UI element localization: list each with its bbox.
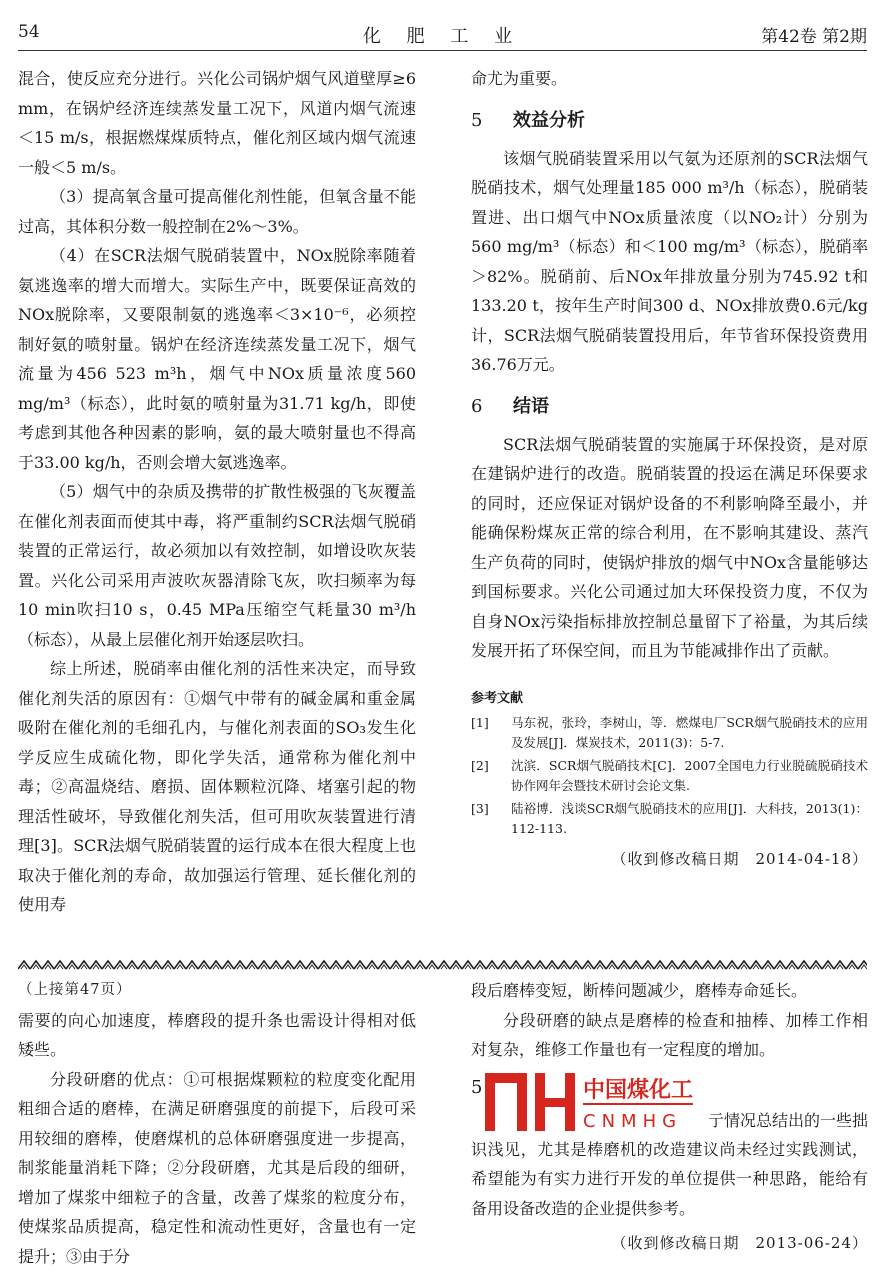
paragraph: 命尤为重要。 [471, 69, 568, 88]
paragraph: SCR法烟气脱硝装置的实施属于环保投资，是对原在建锅炉进行的改造。脱硝装置的投运在满足环保要求的同时，还应保证对锅炉设备的不利影响降至最小，并能确保粉煤灰正常的综合利用，在不影响其建设、蒸汽生产负荷的同时，使锅炉排放的烟气中NOx含量能够达到国标要求。兴化公司通过加大环保投资力度，不仅为自身NOx污染指标排放控制总量留下了裕量，为其后续发展开拓了环保空间，而且为节能减排作出了贡献。 [471, 434, 868, 660]
paragraph: （5）烟气中的杂质及携带的扩散性极强的飞灰覆盖在催化剂表面而使其中毒，将严重制约SCR法烟气脱硝装置的正常运行，故必须加以有效控制，如增设吹灰装置。兴化公司采用声波吹灰器清除飞灰，吹扫频率为每10 min吹扫10 s，0.45 MPa压缩空气耗量30 m³/h（标态），从最上层催化剂开始逐层吹扫。 [18, 482, 416, 649]
paragraph: 分段研磨的缺点是磨棒的检查和抽棒、加棒工作相对复杂，维修工作量也有一定程度的增加。 [471, 1010, 868, 1059]
divider-pattern [18, 959, 867, 971]
cnmhg-watermark-logo [485, 1065, 725, 1135]
paragraph: 分段研磨的优点：①可根据煤颗粒的粒度变化配用粗细合适的磨棒，在满足研磨强度的前提下，后段可采用较细的磨棒，使磨煤机的总体研磨强度进一步提高，制浆能量消耗下降；②分段研磨，尤其是后段的细研，增加了煤浆中细粒子的含量，改善了煤浆的粒度分布，使煤浆品质提高，稳定性和流动性更好，含量也有一定提升；③由于分 [18, 1069, 416, 1266]
reference-text: 马东祝，张玲，李树山，等．燃煤电厂SCR烟气脱硝技术的应用及发展[J]．煤炭技术，2011(3)：5-7. [511, 714, 868, 750]
paragraph: 段后磨棒变短，断棒问题减少，磨棒寿命延长。 [471, 981, 808, 1000]
received-date: （收到修改稿日期 2014-04-18） [611, 849, 868, 868]
right-column-bottom [471, 976, 868, 1259]
paragraph: （3）提高氧含量可提高催化剂性能，但氧含量不能过高，其体积分数一般控制在2%～3%。 [18, 187, 416, 236]
continued-from-note: （上接第47页） [18, 982, 132, 998]
journal-name: 化 肥 工 业 [362, 26, 523, 47]
reference-text: 陆裕博．浅谈SCR烟气脱硝技术的应用[J]．大科技，2013(1)：112-113. [511, 800, 868, 836]
section-heading-conclusion [471, 392, 868, 422]
paragraph: 综上所述，脱硝率由催化剂的活性来决定，而导致催化剂失活的原因有：①烟气中带有的碱金属和重金属吸附在催化剂的毛细孔内，与催化剂表面的SO₃发生化学反应生成硫化物，即化学失活，通常称为催化剂中毒；②高温烧结、磨损、固体颗粒沉降、堵塞引起的物理活性破坏，导致催化剂失活，但可用吹灰装置进行清理[3]。SCR法烟气脱硝装置的运行成本在很大程度上也取决于催化剂的寿命，故加强运行管理、延长催化剂的使用寿 [18, 659, 416, 914]
line-tail-text: 亍情况总结出的一些拙 [707, 1110, 868, 1130]
running-header [18, 20, 867, 51]
section-heading-benefit [471, 106, 868, 136]
section-5-line [471, 1065, 868, 1135]
right-column-top [471, 64, 868, 874]
section-title: 效益分析 [513, 109, 585, 131]
left-column-top [18, 64, 416, 920]
section-number: 6 [471, 395, 483, 417]
section-title: 结语 [513, 395, 549, 417]
paragraph: 需要的向心加速度，棒磨段的提升条也需设计得相对低矮些。 [18, 1010, 416, 1059]
reference-item [471, 756, 868, 796]
reference-number: [3] [471, 800, 489, 816]
page-number: 54 [18, 22, 40, 42]
paragraph: 该烟气脱硝装置采用以气氨为还原剂的SCR法烟气脱硝技术，烟气处理量185 000 m³/h（标态），脱硝装置进、出口烟气中NOx质量浓度（以NO₂计）分别为560 mg/m³（标态）和＜100 mg/m³（标态），脱硝率＞82%。脱硝前、后NOx年排放量分别为745.92 t和133.20 t，按年生产时间300 d、NOx排放费0.6元/kg计，SCR法烟气脱硝装置投用后，年节省环保投资费用36.76万元。 [471, 148, 868, 374]
logo-en-text: CNMHG [583, 1110, 683, 1132]
reference-item [471, 713, 868, 753]
paragraph: （4）在SCR法烟气脱硝装置中，NOx脱除率随着氨逃逸率的增大而增大。实际生产中，既要保证高效的NOx脱除率，又要限制氨的逃逸率＜3×10⁻⁶，必须控制好氨的喷射量。锅炉在经济连续蒸发量工况下，烟气流量为456 523 m³h，烟气中NOx质量浓度560 mg/m³（标态），此时氨的喷射量为31.71 kg/h，即使考虑到其他各种因素的影响，氨的最大喷射量也不得高于33.00 kg/h，否则会增大氨逃逸率。 [18, 246, 416, 472]
paragraph: 识浅见，尤其是棒磨机的改造建议尚未经过实践测试，希望能为有实力进行开发的单位提供一种思路，能给有备用设备改造的企业提供参考。 [471, 1139, 868, 1218]
volume-issue: 第42卷 第2期 [761, 27, 867, 47]
reference-number: [1] [471, 714, 489, 730]
section-number: 5 [471, 109, 483, 131]
logo-cn-text: 中国煤化工 [583, 1077, 694, 1103]
section-number: 5 [471, 1076, 483, 1098]
received-date: （收到修改稿日期 2013-06-24） [611, 1234, 868, 1252]
paragraph: 混合，使反应充分进行。兴化公司锅炉烟气风道壁厚≥6 mm，在锅炉经济连续蒸发量工况下，风道内烟气流速＜15 m/s，根据燃煤煤质特点，催化剂区域内烟气流速一般＜5 m/s。 [18, 69, 416, 177]
reference-text: 沈滨．SCR烟气脱硝技术[C]．2007全国电力行业脱硫脱硝技术协作网年会暨技术研讨会论文集. [511, 757, 868, 793]
left-column-bottom [18, 976, 416, 1271]
references-title: 参考文献 [471, 690, 524, 706]
reference-number: [2] [471, 757, 489, 773]
reference-item [471, 799, 868, 839]
article-divider [18, 959, 867, 971]
